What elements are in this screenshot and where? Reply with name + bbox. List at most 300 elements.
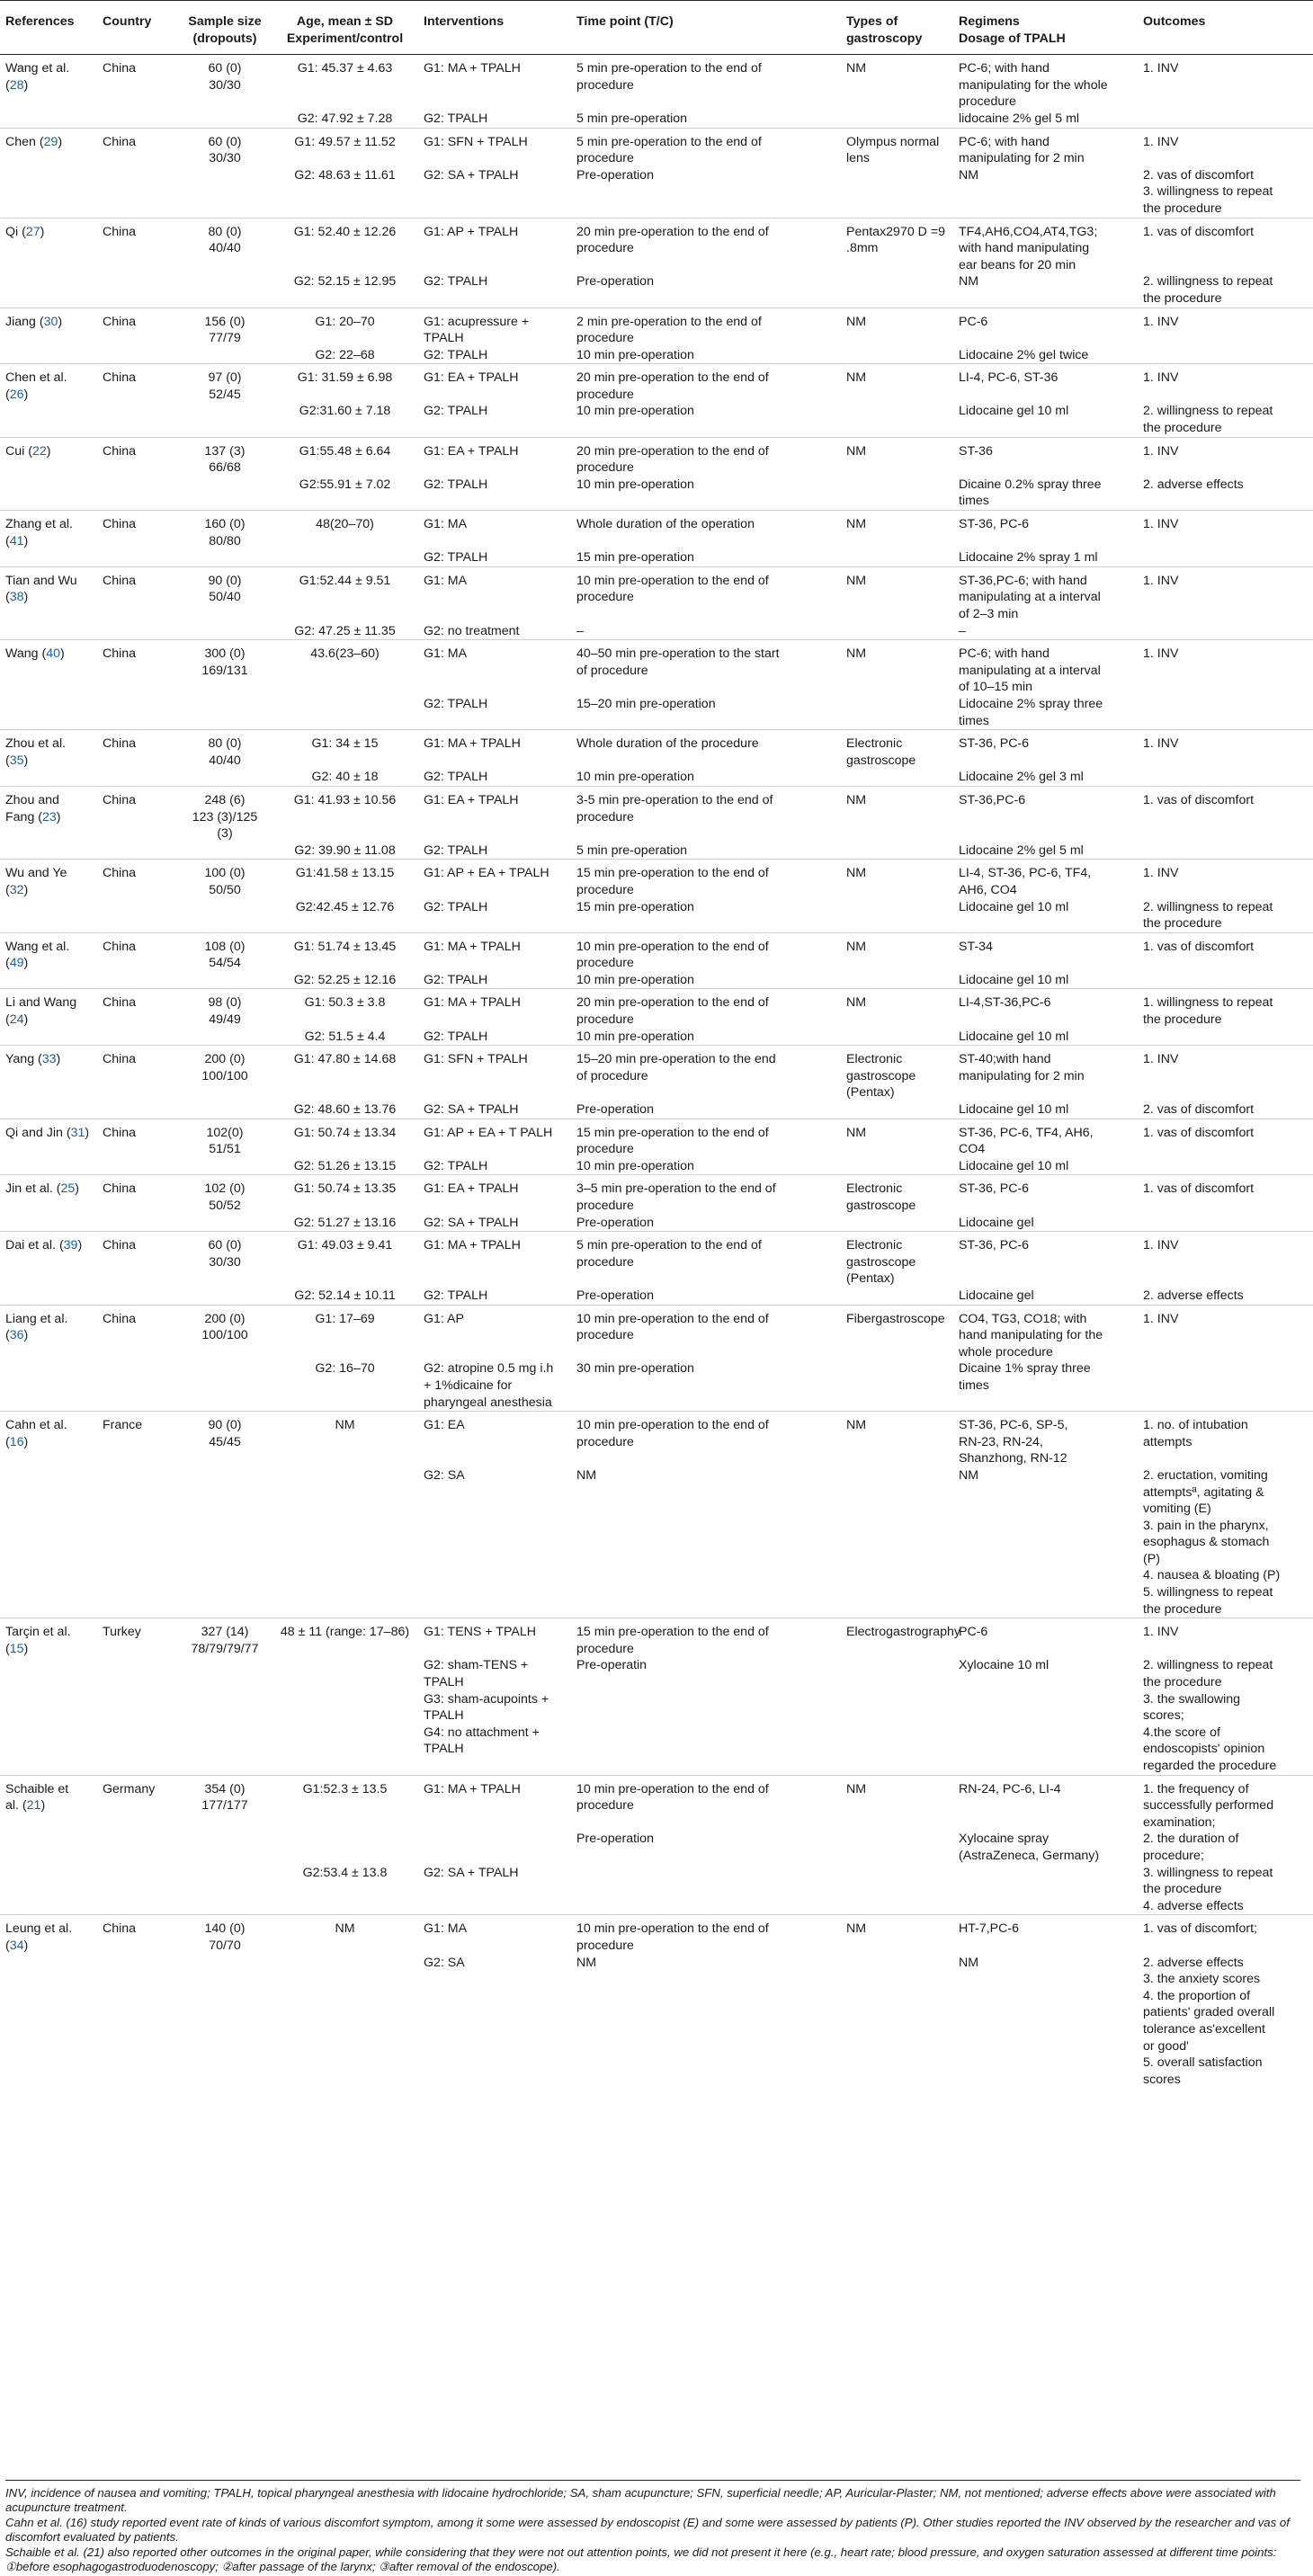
cell-regimen: – bbox=[959, 623, 966, 638]
reference-name: Tarçin et al. bbox=[5, 1625, 71, 1640]
cell-reference: Chen (29) bbox=[5, 134, 63, 149]
cell-intervention: G2: TPALH bbox=[424, 477, 488, 492]
cell-gastroscopy: NM bbox=[846, 517, 867, 532]
table-row bbox=[0, 1915, 1313, 1955]
table-row bbox=[0, 1215, 1313, 1232]
cell-sample-size bbox=[178, 167, 272, 218]
cell-country bbox=[97, 1158, 178, 1175]
cell-regimen: Lidocaine gel bbox=[959, 1288, 1034, 1303]
cell-outcome: 1. no. of intubation attempts bbox=[1143, 1418, 1248, 1449]
table-row bbox=[0, 1831, 1313, 1864]
cell-gastroscopy: NM bbox=[846, 443, 867, 459]
cell-country bbox=[97, 1831, 178, 1864]
cell-gastroscopy bbox=[841, 1288, 953, 1305]
cell-intervention: G1: MA + TPALH bbox=[424, 1781, 521, 1796]
cell-time-point: Pre-operatin bbox=[576, 1658, 648, 1673]
cell-intervention: G2: TPALH bbox=[424, 274, 488, 290]
citation-link[interactable]: 38 bbox=[9, 590, 24, 605]
cell-reference bbox=[0, 1865, 97, 1915]
footnote-abbrev: INV, incidence of nausea and vomiting; TPALH, topical pharyngeal anesthesia with lidocaine hydrochloride; SA, sham acupuncture; SFN, superficial needle; AP, Auricular-Plaster; NM, not mentioned; adverse effects above were associated with acupuncture treatment. bbox=[5, 2486, 1276, 2514]
cell-reference bbox=[0, 696, 97, 730]
citation-link[interactable]: 34 bbox=[9, 1938, 24, 1953]
table-row bbox=[0, 437, 1313, 477]
cell-outcome: 2. willingness to repeat the procedure bbox=[1143, 274, 1273, 306]
cell-country bbox=[97, 1215, 178, 1232]
cell-sample-size bbox=[178, 1657, 272, 1775]
cell-reference: Zhou et al. (35) bbox=[5, 736, 67, 768]
cell-regimen: NM bbox=[959, 1467, 979, 1483]
cell-outcome: 1. vas of discomfort bbox=[1143, 792, 1255, 807]
cell-gastroscopy: NM bbox=[846, 792, 867, 807]
cell-sample-size: 327 (14) 78/79/79/77 bbox=[191, 1625, 259, 1656]
cell-regimen: lidocaine 2% gel 5 ml bbox=[959, 111, 1080, 126]
cell-reference bbox=[0, 273, 97, 308]
cell-regimen: NM bbox=[959, 274, 979, 290]
cell-time-point: – bbox=[576, 623, 584, 638]
cell-time-point: 20 min pre-operation to the end of procedure bbox=[576, 224, 769, 256]
cell-reference: Zhang et al. (41) bbox=[5, 517, 73, 548]
cell-reference bbox=[0, 1158, 97, 1175]
cell-gastroscopy: Electronic gastroscope bbox=[846, 1181, 916, 1213]
cell-country bbox=[97, 1467, 178, 1618]
cell-outcome: 1. INV bbox=[1143, 61, 1179, 76]
reference-name: Wang et al. bbox=[5, 61, 70, 76]
cell-gastroscopy: NM bbox=[846, 866, 867, 881]
cell-time-point: Pre-operation bbox=[576, 167, 654, 183]
cell-outcome: 2. willingness to repeat the procedure bbox=[1143, 899, 1273, 931]
cell-gastroscopy bbox=[841, 842, 953, 860]
cell-regimen: Lidocaine gel 10 ml bbox=[959, 1102, 1069, 1118]
cell-sample-size: 137 (3) 66/68 bbox=[204, 443, 246, 476]
cell-gastroscopy: NM bbox=[846, 1781, 867, 1796]
cell-outcome bbox=[1138, 696, 1313, 730]
cell-gastroscopy: NM bbox=[846, 1418, 867, 1433]
cell-age: 48(20–70) bbox=[316, 517, 374, 532]
cell-age: G2:55.91 ± 7.02 bbox=[299, 477, 391, 492]
cell-reference bbox=[0, 623, 97, 640]
cell-intervention: G1: EA + TPALH bbox=[424, 443, 519, 459]
cell-sample-size bbox=[178, 549, 272, 566]
cell-country bbox=[97, 403, 178, 437]
cell-time-point: 20 min pre-operation to the end of procedure bbox=[576, 370, 769, 402]
table-row bbox=[0, 477, 1313, 511]
cell-regimen: Lidocaine 2% spray three times bbox=[959, 696, 1103, 728]
citation-link[interactable]: 30 bbox=[43, 314, 58, 329]
citation-link[interactable]: 29 bbox=[43, 134, 58, 149]
cell-gastroscopy bbox=[841, 1215, 953, 1232]
citation-link[interactable]: 22 bbox=[31, 443, 47, 459]
cell-sample-size: 300 (0) 169/131 bbox=[201, 646, 248, 678]
citation-link[interactable]: 21 bbox=[26, 1798, 41, 1814]
cell-gastroscopy bbox=[841, 273, 953, 308]
cell-country bbox=[97, 899, 178, 933]
table-row bbox=[0, 989, 1313, 1029]
cell-country: China bbox=[103, 1125, 137, 1140]
cell-age: NM bbox=[335, 1418, 355, 1433]
cell-reference bbox=[0, 1101, 97, 1119]
cell-intervention: G2: TPALH bbox=[424, 550, 488, 566]
cell-time-point: Whole duration of the procedure bbox=[576, 736, 759, 752]
cell-regimen: Lidocaine 2% gel twice bbox=[959, 347, 1089, 362]
cell-age bbox=[272, 696, 418, 730]
cell-outcome: 1. INV bbox=[1143, 517, 1179, 532]
cell-age: G2: 51.27 ± 13.16 bbox=[293, 1215, 397, 1230]
cell-intervention: G2: TPALH bbox=[424, 404, 488, 419]
cell-age: G2: 52.15 ± 12.95 bbox=[293, 274, 397, 290]
cell-intervention: G2: TPALH bbox=[424, 696, 488, 711]
header-outcomes: Outcomes bbox=[1138, 1, 1313, 55]
cell-country: China bbox=[103, 1238, 137, 1253]
cell-reference bbox=[0, 1955, 97, 2089]
cell-country: Turkey bbox=[103, 1625, 141, 1640]
cell-outcome: 2. vas of discomfort 3. willingness to repeat the procedure bbox=[1143, 167, 1273, 216]
cell-time-point: NM bbox=[576, 1955, 597, 1970]
cell-gastroscopy: NM bbox=[846, 1921, 867, 1937]
cell-country: China bbox=[103, 995, 137, 1011]
cell-outcome: 1. vas of discomfort bbox=[1143, 224, 1255, 239]
cell-age: G2: 48.60 ± 13.76 bbox=[293, 1102, 397, 1118]
table-row bbox=[0, 1618, 1313, 1658]
cell-intervention: G1: MA bbox=[424, 646, 468, 662]
cell-age: G1: 45.37 ± 4.63 bbox=[297, 61, 393, 76]
cell-regimen: LI-4, PC-6, ST-36 bbox=[959, 370, 1058, 386]
cell-reference bbox=[0, 842, 97, 860]
table-row bbox=[0, 273, 1313, 308]
cell-age: G1: 50.74 ± 13.34 bbox=[293, 1125, 397, 1140]
cell-age: G2: 47.25 ± 11.35 bbox=[294, 623, 396, 638]
cell-country bbox=[97, 549, 178, 566]
cell-intervention: G2: TPALH bbox=[424, 770, 488, 785]
cell-reference bbox=[0, 111, 97, 128]
citation-link[interactable]: 23 bbox=[42, 809, 57, 824]
cell-gastroscopy bbox=[841, 1831, 953, 1864]
cell-country: China bbox=[103, 134, 137, 149]
table-row bbox=[0, 511, 1313, 550]
cell-reference bbox=[0, 1360, 97, 1411]
cell-intervention: G1: MA + TPALH bbox=[424, 939, 521, 954]
cell-outcome: 2. willingness to repeat the procedure bbox=[1143, 404, 1273, 436]
cell-sample-size: 200 (0) 100/100 bbox=[201, 1052, 248, 1083]
cell-outcome: 1. vas of discomfort bbox=[1143, 1125, 1255, 1140]
cell-age: G2: 39.90 ± 11.08 bbox=[294, 842, 396, 858]
citation-link[interactable]: 16 bbox=[9, 1434, 24, 1449]
cell-intervention: G1: AP + EA + TPALH bbox=[424, 866, 549, 881]
cell-reference bbox=[0, 167, 97, 218]
table-row bbox=[0, 1305, 1313, 1360]
cell-age bbox=[272, 549, 418, 566]
citation-link[interactable]: 41 bbox=[9, 533, 24, 548]
cell-sample-size bbox=[178, 273, 272, 308]
cell-regimen: PC-6 bbox=[959, 314, 988, 329]
cell-regimen bbox=[953, 1865, 1138, 1915]
header-gastroscopy: Types of gastroscopy bbox=[841, 1, 953, 55]
cell-outcome: 2. adverse effects 3. the anxiety scores 4. the proportion of patients' graded overall tolerance as'excellent or good' 5. overall satisfaction scores bbox=[1143, 1955, 1275, 2087]
cell-regimen: Lidocaine gel 10 ml bbox=[959, 972, 1069, 987]
citation-link[interactable]: 27 bbox=[25, 224, 40, 239]
cell-intervention: G1: MA + TPALH bbox=[424, 61, 521, 76]
cell-country: China bbox=[103, 736, 137, 752]
cell-age bbox=[272, 1657, 418, 1775]
cell-age: G1:41.58 ± 13.15 bbox=[295, 866, 395, 881]
cell-intervention: G1: MA + TPALH bbox=[424, 1238, 521, 1253]
reference-name: Cahn et al. bbox=[5, 1418, 67, 1433]
header-sample: Sample size (dropouts) bbox=[178, 1, 272, 55]
cell-reference bbox=[0, 1215, 97, 1232]
cell-sample-size bbox=[178, 1831, 272, 1864]
cell-age: G1: 41.93 ± 10.56 bbox=[293, 792, 397, 807]
cell-gastroscopy bbox=[841, 1955, 953, 2089]
cell-country bbox=[97, 1101, 178, 1119]
cell-sample-size bbox=[178, 1955, 272, 2089]
cell-country bbox=[97, 1657, 178, 1775]
cell-outcome: 1. vas of discomfort bbox=[1143, 939, 1255, 954]
cell-gastroscopy: Electrogastrography bbox=[846, 1625, 960, 1640]
cell-regimen: ST-34 bbox=[959, 939, 993, 954]
cell-intervention: G2: SA + TPALH bbox=[424, 167, 519, 183]
reference-name: Li and Wang bbox=[5, 995, 77, 1011]
reference-name: Zhou and Fang bbox=[5, 792, 59, 824]
cell-reference bbox=[0, 1657, 97, 1775]
cell-intervention: G2: TPALH bbox=[424, 347, 488, 362]
citation-link[interactable]: 40 bbox=[46, 646, 60, 662]
cell-intervention: G1: MA + TPALH bbox=[424, 995, 521, 1011]
cell-country bbox=[97, 477, 178, 511]
cell-outcome: 1. willingness to repeat the procedure bbox=[1143, 995, 1273, 1028]
cell-intervention bbox=[418, 1831, 571, 1864]
cell-outcome bbox=[1138, 623, 1313, 640]
cell-intervention: G1: SFN + TPALH bbox=[424, 134, 528, 149]
footnote-cahn: Cahn et al. (16) study reported event rate of kinds of various discomfort symptom, among it some were assessed by endoscopist (E) and some were assessed by patients (P). Other studies reported the INV observed by the researcher and vas of discomfort evaluated by patients. bbox=[5, 2516, 1290, 2544]
reference-name: Dai et al. bbox=[5, 1238, 56, 1253]
cell-reference: Wang et al. (28) bbox=[5, 61, 70, 93]
cell-time-point: 10 min pre-operation bbox=[576, 972, 694, 987]
cell-gastroscopy bbox=[841, 1101, 953, 1119]
cell-reference: Wang (40) bbox=[5, 646, 65, 662]
table-row bbox=[0, 842, 1313, 860]
cell-country bbox=[97, 1360, 178, 1411]
cell-age: G1:52.44 ± 9.51 bbox=[299, 573, 391, 588]
cell-age: G2: 52.25 ± 12.16 bbox=[293, 972, 397, 987]
cell-gastroscopy: NM bbox=[846, 370, 867, 386]
cell-age: G1: 52.40 ± 12.26 bbox=[293, 224, 397, 239]
citation-link[interactable]: 35 bbox=[9, 753, 24, 768]
cell-age: G1: 34 ± 15 bbox=[311, 736, 379, 752]
cell-time-point: 15–20 min pre-operation bbox=[576, 696, 716, 711]
table-row bbox=[0, 566, 1313, 622]
reference-name: Jiang bbox=[5, 314, 36, 329]
cell-time-point: 3–5 min pre-operation to the end of procedure bbox=[576, 1181, 776, 1213]
cell-country bbox=[97, 167, 178, 218]
table-row bbox=[0, 1101, 1313, 1119]
cell-reference bbox=[0, 347, 97, 364]
cell-regimen: LI-4, ST-36, PC-6, TF4, AH6, CO4 bbox=[959, 866, 1092, 897]
cell-age: G2: 22–68 bbox=[315, 347, 375, 362]
cell-country: China bbox=[103, 61, 137, 76]
cell-reference: Qi and Jin (31) bbox=[5, 1125, 90, 1140]
table-row bbox=[0, 111, 1313, 128]
cell-age: G1: 47.80 ± 14.68 bbox=[293, 1052, 397, 1067]
cell-time-point: NM bbox=[576, 1467, 597, 1483]
cell-reference: Tian and Wu (38) bbox=[5, 573, 77, 605]
cell-outcome bbox=[1138, 1158, 1313, 1175]
cell-time-point: 20 min pre-operation to the end of procedure bbox=[576, 995, 769, 1028]
header-interventions: Interventions bbox=[418, 1, 571, 55]
cell-sample-size bbox=[178, 842, 272, 860]
cell-reference bbox=[0, 1029, 97, 1046]
cell-regimen: Lidocaine 2% gel 5 ml bbox=[959, 842, 1084, 858]
cell-time-point: 3-5 min pre-operation to the end of procedure bbox=[576, 792, 773, 824]
cell-reference bbox=[0, 1831, 97, 1864]
cell-intervention: G2: SA + TPALH bbox=[424, 1865, 519, 1880]
cell-gastroscopy bbox=[841, 899, 953, 933]
cell-intervention: G1: SFN + TPALH bbox=[424, 1052, 528, 1067]
cell-country bbox=[97, 1865, 178, 1915]
cell-sample-size: 60 (0) 30/30 bbox=[208, 61, 242, 93]
cell-outcome: 1. INV bbox=[1143, 443, 1179, 459]
citation-link[interactable]: 24 bbox=[9, 1012, 24, 1028]
cell-gastroscopy bbox=[841, 1657, 953, 1775]
citation-link[interactable]: 15 bbox=[9, 1641, 24, 1656]
cell-time-point: 10 min pre-operation to the end of procedure bbox=[576, 1418, 769, 1449]
cell-intervention: G1: AP + TPALH bbox=[424, 224, 519, 239]
cell-sample-size bbox=[178, 769, 272, 786]
cell-regimen: Xylocaine 10 ml bbox=[959, 1658, 1050, 1673]
cell-time-point: Pre-operation bbox=[576, 1102, 654, 1118]
reference-name: Chen et al. bbox=[5, 370, 67, 386]
cell-outcome: 1. INV bbox=[1143, 646, 1179, 662]
cell-sample-size bbox=[178, 972, 272, 989]
table-row bbox=[0, 549, 1313, 566]
cell-age bbox=[272, 1831, 418, 1864]
cell-sample-size: 248 (6) 123 (3)/125 (3) bbox=[192, 792, 258, 842]
cell-time-point: Pre-operation bbox=[576, 1832, 654, 1847]
cell-time-point: 10 min pre-operation bbox=[576, 1029, 694, 1044]
cell-outcome: 2. willingness to repeat the procedure 3. the swallowing scores; 4.the score of endoscopists' opinion regarded the procedure bbox=[1143, 1658, 1277, 1773]
cell-reference: Liang et al. (36) bbox=[5, 1311, 68, 1343]
cell-intervention: G1: MA bbox=[424, 1921, 468, 1937]
cell-sample-size: 102 (0) 50/52 bbox=[204, 1181, 246, 1213]
header-regimens-label: Regimens bbox=[959, 14, 1020, 29]
cell-intervention: G1: EA + TPALH bbox=[424, 1181, 519, 1197]
cell-sample-size: 60 (0) 30/30 bbox=[208, 134, 242, 166]
cell-regimen: PC-6; with hand manipulating for the whole procedure bbox=[959, 61, 1108, 110]
citation-link[interactable]: 33 bbox=[41, 1052, 57, 1067]
citation-link[interactable]: 49 bbox=[9, 956, 24, 971]
reference-name: Leung et al. bbox=[5, 1921, 73, 1937]
cell-age: 43.6(23–60) bbox=[310, 646, 380, 662]
cell-country: China bbox=[103, 314, 137, 329]
cell-regimen: Lidocaine gel 10 ml bbox=[959, 899, 1069, 914]
cell-age: G2: 47.92 ± 7.28 bbox=[297, 111, 393, 126]
citation-link[interactable]: 32 bbox=[9, 882, 24, 897]
cell-age: G2:42.45 ± 12.76 bbox=[295, 899, 395, 914]
cell-age: G2:53.4 ± 13.8 bbox=[302, 1865, 388, 1880]
cell-intervention: G2: TPALH bbox=[424, 1029, 488, 1044]
cell-sample-size bbox=[178, 1288, 272, 1305]
table-row bbox=[0, 218, 1313, 273]
cell-intervention: G2: TPALH bbox=[424, 1158, 488, 1173]
cell-country: China bbox=[103, 573, 137, 588]
cell-gastroscopy: NM bbox=[846, 1125, 867, 1140]
cell-time-point: 10 min pre-operation to the end of procedure bbox=[576, 939, 769, 971]
cell-intervention: G2: TPALH bbox=[424, 842, 488, 858]
citation-link[interactable]: 36 bbox=[9, 1328, 24, 1343]
cell-reference: Wang et al. (49) bbox=[5, 939, 70, 971]
cell-sample-size bbox=[178, 1029, 272, 1046]
cell-regimen: ST-36, PC-6, TF4, AH6, CO4 bbox=[959, 1125, 1094, 1157]
cell-gastroscopy bbox=[841, 549, 953, 566]
cell-intervention: G2: TPALH bbox=[424, 972, 488, 987]
cell-regimen: ST-36,PC-6 bbox=[959, 792, 1026, 807]
cell-age: G2: 16–70 bbox=[315, 1361, 375, 1377]
header-row bbox=[0, 1, 1313, 55]
table-row bbox=[0, 1158, 1313, 1175]
table-row bbox=[0, 932, 1313, 972]
cell-reference: Dai et al. (39) bbox=[5, 1238, 83, 1253]
table-row bbox=[0, 1865, 1313, 1915]
cell-time-point: 10 min pre-operation bbox=[576, 770, 694, 785]
citation-link[interactable]: 25 bbox=[60, 1181, 76, 1197]
cell-age bbox=[272, 1467, 418, 1618]
table-row bbox=[0, 1119, 1313, 1158]
cell-sample-size bbox=[178, 696, 272, 730]
cell-sample-size bbox=[178, 623, 272, 640]
cell-sample-size bbox=[178, 1467, 272, 1618]
citation-link[interactable]: 28 bbox=[9, 77, 24, 93]
cell-gastroscopy bbox=[841, 623, 953, 640]
cell-sample-size bbox=[178, 347, 272, 364]
table-row bbox=[0, 1029, 1313, 1046]
cell-reference: Chen et al. (26) bbox=[5, 370, 67, 402]
table-row bbox=[0, 364, 1313, 404]
reference-name: Zhang et al. bbox=[5, 517, 73, 532]
citation-link[interactable]: 39 bbox=[63, 1238, 78, 1253]
cell-sample-size: 160 (0) 80/80 bbox=[204, 517, 246, 548]
cell-outcome bbox=[1138, 111, 1313, 128]
cell-age: G1:52.3 ± 13.5 bbox=[302, 1781, 388, 1796]
cell-country: China bbox=[103, 939, 137, 954]
cell-age: G1: 49.57 ± 11.52 bbox=[294, 134, 396, 149]
cell-country: China bbox=[103, 1311, 137, 1326]
table-row bbox=[0, 1955, 1313, 2089]
cell-country bbox=[97, 623, 178, 640]
cell-outcome: 2. the duration of procedure; bbox=[1143, 1832, 1239, 1863]
cell-sample-size: 200 (0) 100/100 bbox=[201, 1311, 248, 1343]
cell-sample-size: 354 (0) 177/177 bbox=[201, 1781, 248, 1814]
cell-sample-size bbox=[178, 403, 272, 437]
cell-reference bbox=[0, 549, 97, 566]
cell-country: China bbox=[103, 1052, 137, 1067]
cell-regimen: ST-36, PC-6 bbox=[959, 1238, 1030, 1253]
cell-outcome: 3. willingness to repeat the procedure 4. adverse effects bbox=[1143, 1865, 1273, 1913]
cell-gastroscopy bbox=[841, 347, 953, 364]
cell-gastroscopy bbox=[841, 477, 953, 511]
reference-name: Cui bbox=[5, 443, 25, 459]
citation-link[interactable]: 31 bbox=[70, 1125, 85, 1140]
cell-outcome: 1. INV bbox=[1143, 134, 1179, 149]
cell-time-point: 2 min pre-operation to the end of procedure bbox=[576, 314, 762, 346]
header-regimens bbox=[953, 1, 1138, 55]
cell-time-point: 10 min pre-operation to the end of procedure bbox=[576, 1781, 769, 1814]
citation-link[interactable]: 26 bbox=[9, 387, 24, 402]
cell-outcome bbox=[1138, 1360, 1313, 1411]
cell-time-point: 10 min pre-operation to the end of procedure bbox=[576, 573, 769, 605]
cell-reference: Zhou and Fang (23) bbox=[5, 792, 61, 824]
cell-outcome: 1. INV bbox=[1143, 370, 1179, 386]
cell-sample-size bbox=[178, 1865, 272, 1915]
header-country: Country bbox=[97, 1, 178, 55]
cell-sample-size bbox=[178, 1101, 272, 1119]
